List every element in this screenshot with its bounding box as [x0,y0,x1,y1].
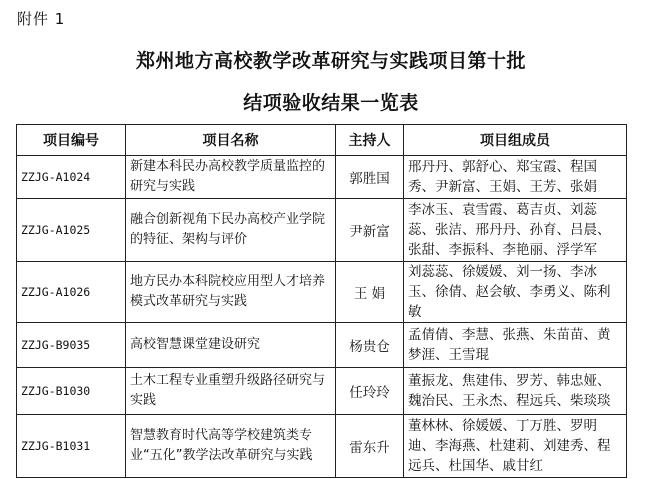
attachment-label: 附件 1 [17,10,66,28]
table-row [17,323,627,368]
header-project-code: 项目编号 [17,125,126,156]
table-row [17,368,627,415]
members-cell: 董振龙、焦建伟、罗芳、韩忠娅、魏治民、王永杰、程远兵、柴琰琰 [404,368,627,415]
host-cell: 郭胜国 [336,156,404,199]
table-row [17,199,627,262]
header-members: 项目组成员 [404,125,627,156]
members-cell: 孟倩倩、李慧、张燕、朱苗苗、黄梦涯、王雪琨 [404,323,627,368]
project-code-cell: ZZJG-A1026 [17,262,126,323]
document-title-line1: 郑州地方高校教学改革研究与实践项目第十批 [135,50,526,72]
project-code-cell: ZZJG-A1025 [17,199,126,262]
host-cell: 杨贵仓 [336,323,404,368]
table-row [17,262,627,323]
table-row [17,415,627,478]
host-cell: 雷东升 [336,415,404,478]
members-cell: 刘蕊蕊、徐媛媛、刘一扬、李冰玉、徐倩、赵会敏、李勇义、陈利敏 [404,262,627,323]
project-code-cell: ZZJG-B1031 [17,415,126,478]
results-table [16,124,627,478]
project-code-cell: ZZJG-B1030 [17,368,126,415]
table-row [17,156,627,199]
members-cell: 董林林、徐媛媛、丁万胜、罗明迪、李海燕、杜建莉、刘建秀、程远兵、杜国华、戚甘红 [404,415,627,478]
table-header-row [17,125,627,156]
header-project-name: 项目名称 [126,125,336,156]
project-name-cell: 智慧教育时代高等学校建筑类专业“五化”教学法改革研究与实践 [126,415,336,478]
project-name-cell: 融合创新视角下民办高校产业学院的特征、架构与评价 [126,199,336,262]
document-title-line2: 结项验收结果一览表 [243,92,419,114]
host-cell: 王 娟 [336,262,404,323]
project-code-cell: ZZJG-A1024 [17,156,126,199]
host-cell: 任玲玲 [336,368,404,415]
project-name-cell: 地方民办本科院校应用型人才培养模式改革研究与实践 [126,262,336,323]
header-host: 主持人 [336,125,404,156]
members-cell: 李冰玉、袁雪霞、葛吉贞、刘蕊蕊、张洁、邢丹丹、孙育、吕晨、张甜、李振科、李艳丽、浮学军 [404,199,627,262]
project-name-cell: 高校智慧课堂建设研究 [126,323,336,368]
members-cell: 邢丹丹、郭舒心、郑宝霞、程国秀、尹新富、王娟、王芳、张娟 [404,156,627,199]
project-code-cell: ZZJG-B9035 [17,323,126,368]
host-cell: 尹新富 [336,199,404,262]
project-name-cell: 新建本科民办高校教学质量监控的研究与实践 [126,156,336,199]
project-name-cell: 土木工程专业重塑升级路径研究与实践 [126,368,336,415]
